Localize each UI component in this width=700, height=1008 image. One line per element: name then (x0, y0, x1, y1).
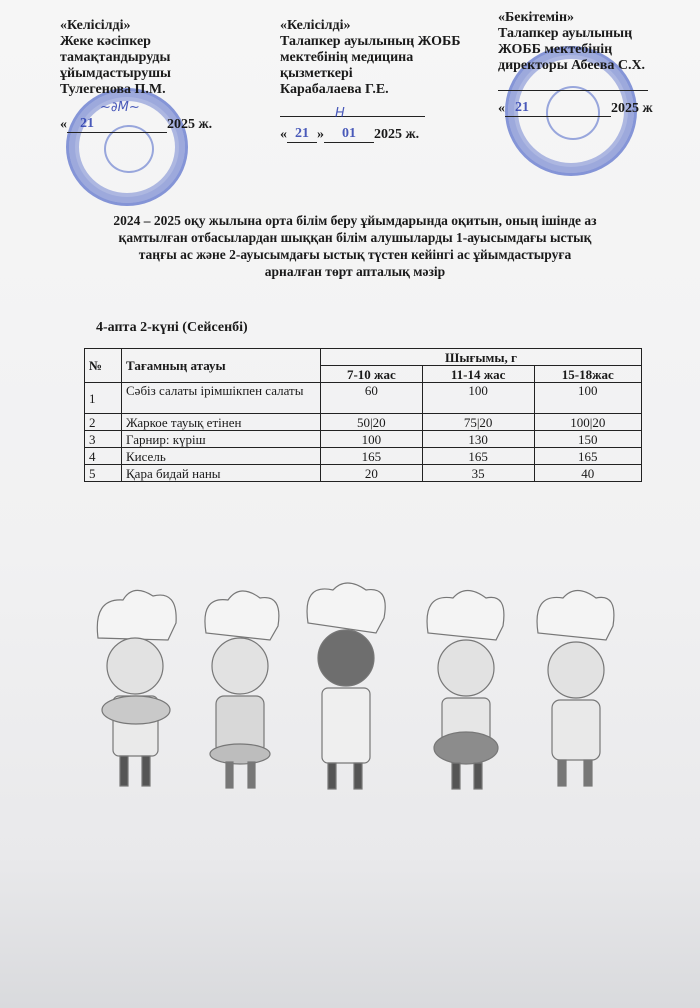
approval-heading: «Келісілді» (280, 18, 351, 33)
approval-block-left (60, 18, 212, 133)
day-label: 4-апта 2-күні (Сейсенбі) (96, 320, 248, 335)
approval-line: тамақтандыруды (60, 50, 171, 65)
date-day: 21 (505, 100, 539, 117)
date-year: 2025 ж. (167, 117, 213, 132)
approval-date: « 21 2025 ж (498, 100, 653, 116)
header-yield: Шығымы, г (321, 349, 642, 366)
approval-date: « 21 2025 ж. (60, 116, 213, 132)
approval-heading: «Келісілді» (60, 18, 131, 33)
approval-line: Талапкер ауылының ЖОББ (280, 34, 461, 49)
date-day: 21 (67, 116, 107, 133)
signature-line (280, 98, 425, 117)
header-age-group: 7-10 жас (321, 366, 423, 383)
table-row: 3 Гарнир: күріш 100 130 150 (85, 431, 642, 448)
approval-block-right (498, 10, 653, 117)
date-month: 01 (324, 126, 374, 143)
approval-date: « 21 » 01 2025 ж. (280, 126, 420, 142)
header-dish-name: Тағамның атауы (122, 349, 321, 383)
chef-children-illustration-icon (88, 578, 618, 808)
approval-line: Талапкер ауылының (498, 26, 633, 41)
signature-left: ~∂M~ (100, 100, 140, 115)
approval-line: директоры Абеева С.Х. (498, 58, 646, 73)
header-no: № (85, 349, 122, 383)
table-row: 2 Жаркое тауық етінен 50|20 75|20 100|20 (85, 414, 642, 431)
date-year: 2025 ж. (374, 127, 420, 142)
approval-line: қызметкері (280, 66, 353, 81)
table-row: 1 Сәбіз салаты ірімшікпен салаты 60 100 100 (85, 383, 642, 414)
approval-heading: «Бекітемін» (498, 10, 575, 25)
signature-middle: H (335, 106, 345, 121)
signature-line (498, 74, 648, 91)
approval-line: Карабалаева Г.Е. (280, 82, 389, 97)
approval-line: ЖОББ мектебінің (498, 42, 613, 57)
approval-block-middle (280, 18, 461, 143)
table-row: 5 Қара бидай наны 20 35 40 (85, 465, 642, 482)
header-age-group: 11-14 жас (422, 366, 534, 383)
table-row: 4 Кисель 165 165 165 (85, 448, 642, 465)
date-year: 2025 ж (611, 101, 653, 116)
approval-line: ұйымдастырушы (60, 66, 171, 81)
approval-line: Тулегенова П.М. (60, 82, 166, 97)
approval-line: мектебінің медицина (280, 50, 414, 65)
header-age-group: 15-18жас (534, 366, 641, 383)
document-title: 2024 – 2025 оқу жылына орта білім беру ұйымдарында оқитын, оның ішінде аз қамтылған отбасылардан шыққан білім алушыларды 1-ауысымдағы ыстық таңғы ас және 2-ауысымдағы ыстық түстен кейінгі ас ұйымдастыруға арналған төрт апталық мәзір (113, 213, 597, 279)
date-day: 21 (287, 126, 317, 143)
approval-line: Жеке кәсіпкер (60, 34, 151, 49)
table-header-row (85, 349, 642, 366)
menu-table (84, 348, 642, 482)
